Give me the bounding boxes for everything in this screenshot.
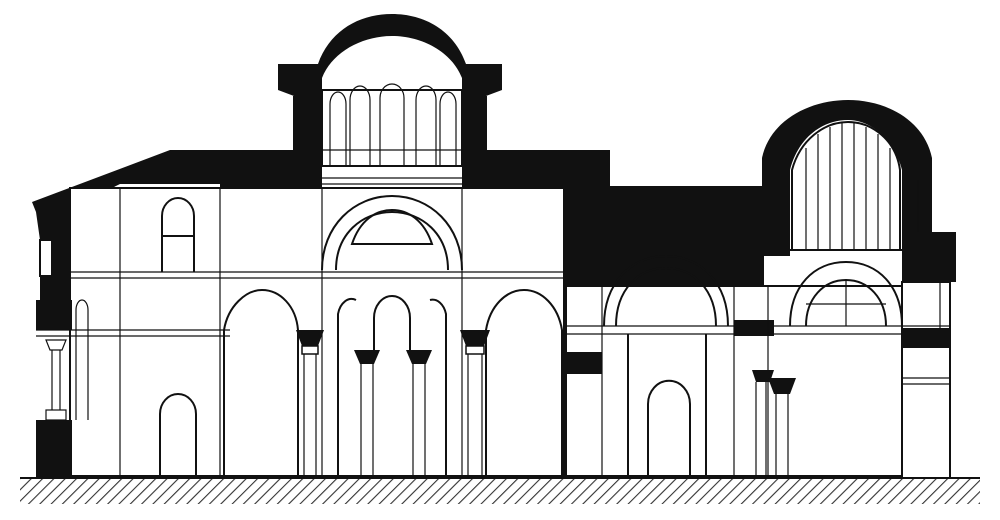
cornice-band (902, 328, 950, 348)
wall-band (566, 352, 602, 374)
right-dome (762, 100, 956, 282)
ground-base (20, 478, 980, 504)
left-column (46, 340, 66, 420)
drum-windows (294, 84, 486, 166)
